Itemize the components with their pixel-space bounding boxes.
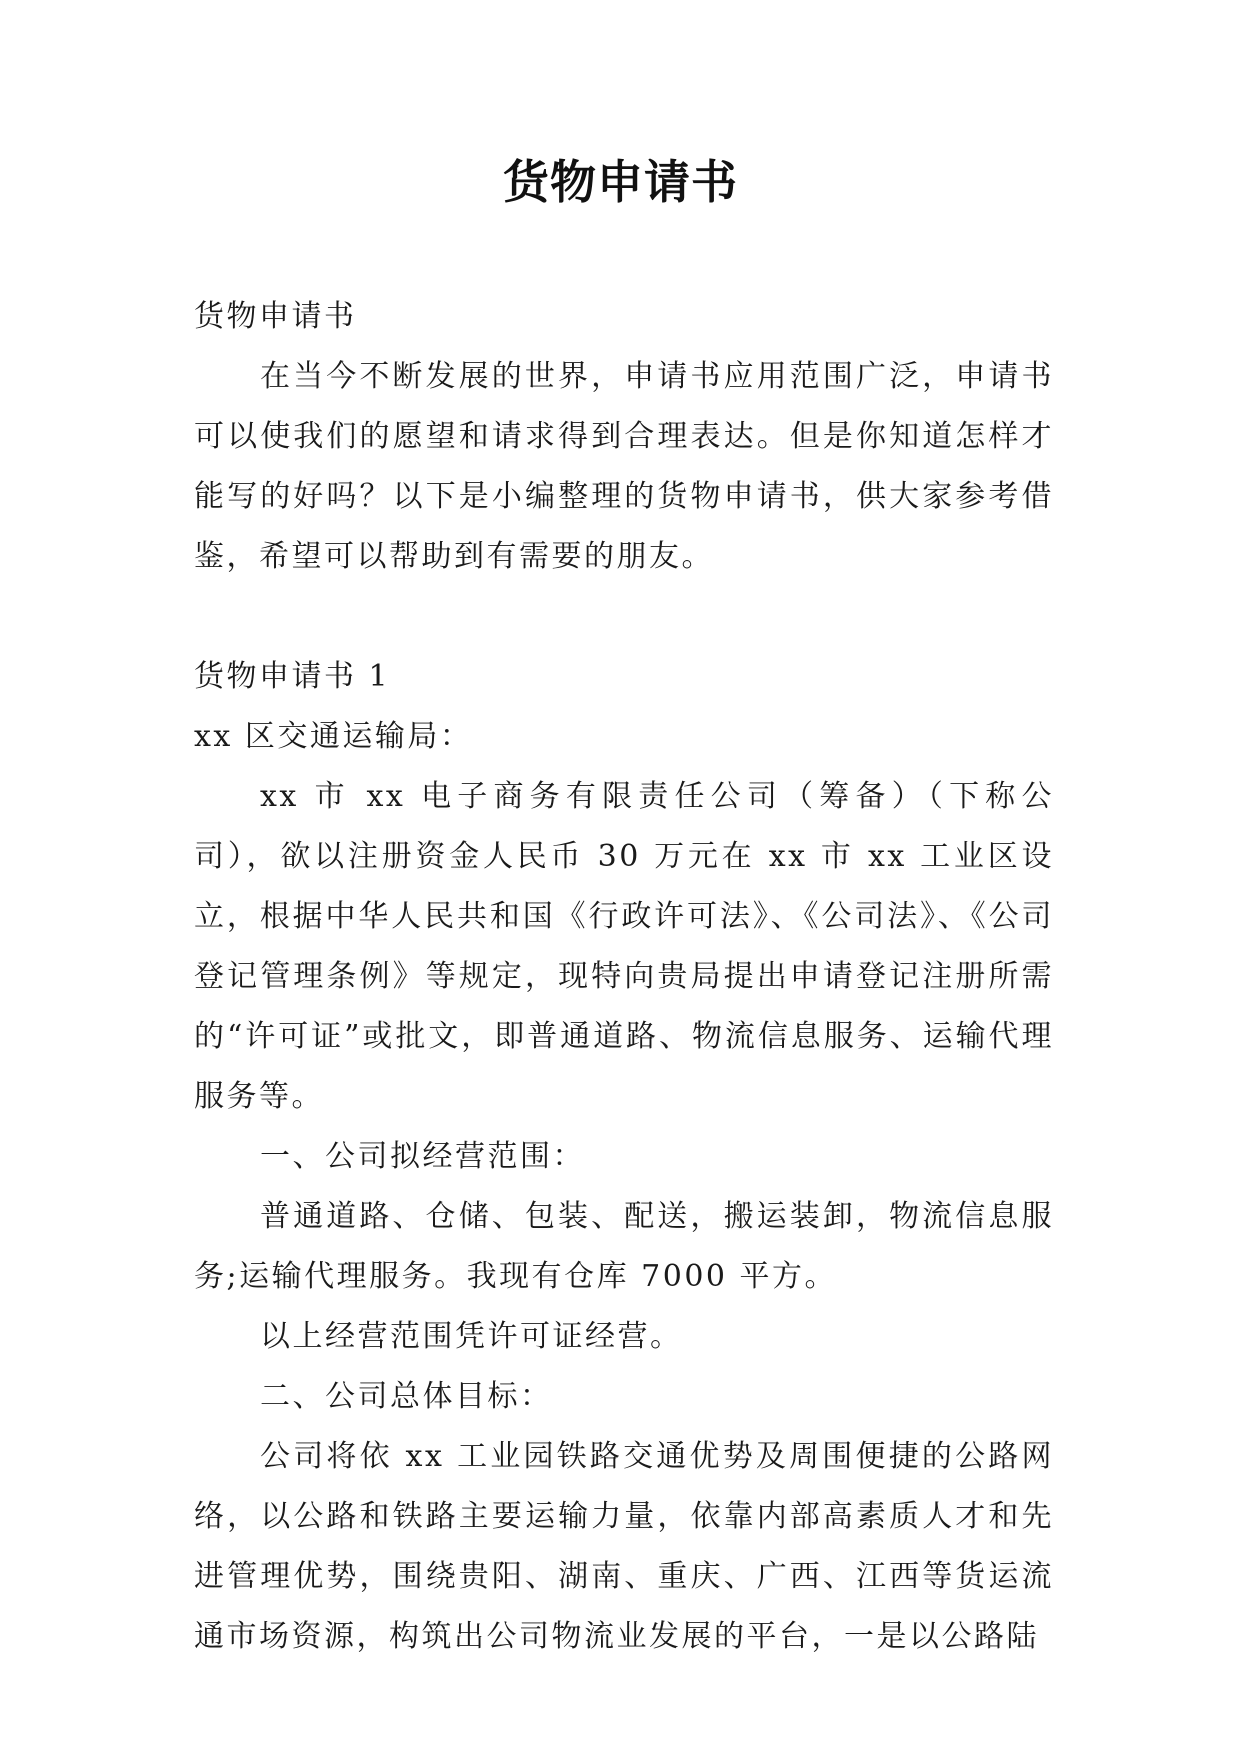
intro-heading: 货物申请书: [194, 299, 357, 334]
overall-goal-paragraph: 公司将依 xx 工业园铁路交通优势及周围便捷的公路网络，以公路和铁路主要运输力量，依靠内部高素质人才和先进管理优势，围绕贵阳、湖南、重庆、广西、江西等货运流通市场资源，构筑出公司物流业发展的平台，一是以公路陆: [194, 1439, 1054, 1654]
paragraph-spacer: [194, 587, 1054, 647]
section-heading: 货物申请书 1: [194, 659, 391, 694]
business-scope-heading: 一、公司拟经营范围：: [260, 1139, 585, 1174]
overall-goal-heading: 二、公司总体目标：: [260, 1379, 553, 1414]
document-title: 货物申请书: [503, 155, 738, 209]
business-scope-paragraph: 普通道路、仓储、包装、配送，搬运装卸，物流信息服务;运输代理服务。我现有仓库 7000 平方。: [194, 1199, 1054, 1294]
addressee-line: xx 区交通运输局：: [194, 719, 473, 754]
document-body: [194, 287, 1054, 1667]
intro-paragraph: 在当今不断发展的世界，申请书应用范围广泛，申请书可以使我们的愿望和请求得到合理表达。但是你知道怎样才能写的好吗？以下是小编整理的货物申请书，供大家参考借鉴，希望可以帮助到有需要的朋友。: [194, 359, 1054, 574]
license-note-paragraph: 以上经营范围凭许可证经营。: [260, 1319, 683, 1354]
body-paragraph: xx 市 xx 电子商务有限责任公司（筹备）（下称公司），欲以注册资金人民币 30 万元在 xx 市 xx 工业区设立，根据中华人民共和国《行政许可法》、《公司法》、《公司登记管理条例》等规定，现特向贵局提出申请登记注册所需的“许可证”或批文，即普通道路、物流信息服务、运输代理服务等。: [194, 779, 1054, 1114]
